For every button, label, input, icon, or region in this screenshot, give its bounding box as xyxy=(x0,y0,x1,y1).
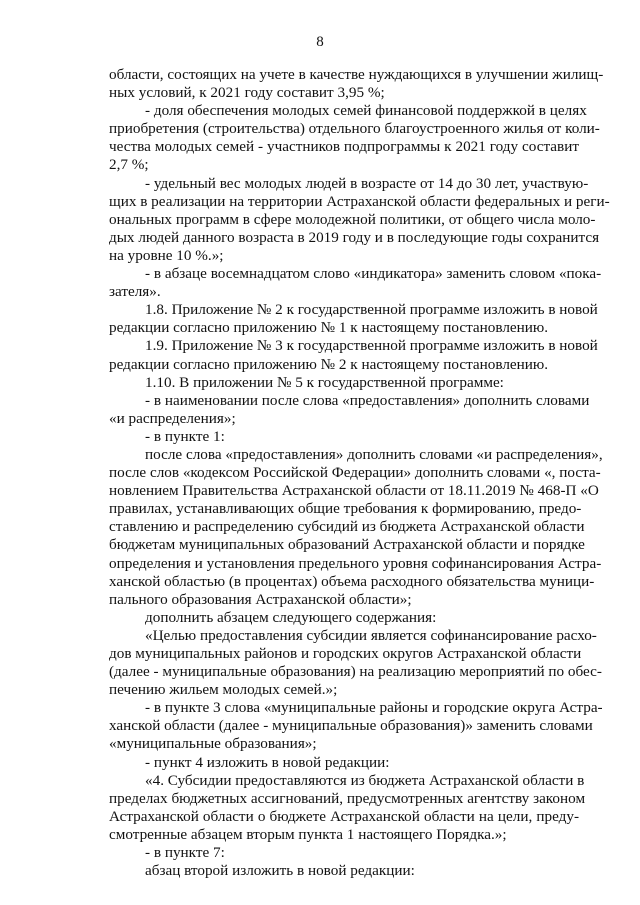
text-line: «4. Субсидии предоставляются из бюджета Астраханской области в xyxy=(145,771,585,789)
text-line: - пункт 4 изложить в новой редакции: xyxy=(145,753,390,771)
text-line: «Целью предоставления субсидии является софинансирование расхо- xyxy=(145,626,597,644)
text-line: 1.9. Приложение № 3 к государственной программе изложить в новой xyxy=(145,337,598,355)
document-body xyxy=(109,66,610,880)
text-line: ональных программ в сфере молодежной политики, от общего числа моло- xyxy=(109,210,596,228)
text-line: редакции согласно приложению № 2 к настоящему постановлению. xyxy=(109,355,549,373)
page-number: 8 xyxy=(316,34,324,50)
text-line: пределах бюджетных ассигнований, предусмотренных агентству законом xyxy=(109,789,586,807)
text-line: «муниципальные образования»; xyxy=(109,735,317,753)
text-line: пального образования Астраханской области»; xyxy=(109,590,412,608)
text-line: редакции согласно приложению № 1 к настоящему постановлению. xyxy=(109,319,549,337)
text-line: 1.10. В приложении № 5 к государственной программе: xyxy=(145,373,504,391)
text-line: (далее - муниципальные образования) на реализацию мероприятий по обес- xyxy=(109,663,602,681)
text-line: дополнить абзацем следующего содержания: xyxy=(145,608,437,626)
text-line: ханской областью (в процентах) объема расходного обязательства муници- xyxy=(109,572,595,590)
text-line: определения и установления предельного уровня софинансирования Астра- xyxy=(109,554,602,572)
text-line: новлением Правительства Астраханской области от 18.11.2019 № 468-П «О xyxy=(109,482,599,500)
text-line: приобретения (строительства) отдельного благоустроенного жилья от коли- xyxy=(109,120,600,138)
text-line: чества молодых семей - участников подпрограммы к 2021 году составит xyxy=(109,138,579,156)
text-line: щих в реализации на территории Астраханской области федеральных и реги- xyxy=(109,192,610,210)
text-line: печению жильем молодых семей.»; xyxy=(109,681,338,699)
text-line: ных условий, к 2021 году составит 3,95 %; xyxy=(109,84,385,102)
text-line: - в пункте 1: xyxy=(145,427,225,445)
text-line: после слова «предоставления» дополнить словами «и распределения», xyxy=(145,445,603,463)
text-line: правилах, устанавливающих общие требования к формированию, предо- xyxy=(109,500,582,518)
text-line: после слов «кодексом Российской Федерации» дополнить словами «, поста- xyxy=(109,464,601,482)
text-line: бюджетам муниципальных образований Астраханской области и порядке xyxy=(109,536,585,554)
text-line: 2,7 %; xyxy=(109,156,149,174)
text-line: - в пункте 3 слова «муниципальные районы и городские округа Астра- xyxy=(145,699,603,717)
text-line: на уровне 10 %.»; xyxy=(109,246,224,264)
text-line: - в наименовании после слова «предоставления» дополнить словами xyxy=(145,391,590,409)
text-line: - удельный вес молодых людей в возрасте от 14 до 30 лет, участвую- xyxy=(145,174,589,192)
text-line: - в абзаце восемнадцатом слово «индикатора» заменить словом «пока- xyxy=(145,265,602,283)
text-line: абзац второй изложить в новой редакции: xyxy=(145,862,415,880)
text-line: зателя». xyxy=(109,283,161,301)
text-line: ханской области (далее - муниципальные образования)» заменить словами xyxy=(109,717,593,735)
text-line: Астраханской области о бюджете Астраханской области на цели, преду- xyxy=(109,807,579,825)
text-line: дов муниципальных районов и городских округов Астраханской области xyxy=(109,645,582,662)
text-line: - в пункте 7: xyxy=(145,844,225,862)
text-line: «и распределения»; xyxy=(109,409,236,427)
text-line: смотренные абзацем вторым пункта 1 настоящего Порядка.»; xyxy=(109,825,507,843)
text-line: ставлению и распределению субсидий из бюджета Астраханской области xyxy=(109,518,585,536)
text-line: 1.8. Приложение № 2 к государственной программе изложить в новой xyxy=(145,301,598,319)
text-line: - доля обеспечения молодых семей финансовой поддержкой в целях xyxy=(145,102,587,120)
text-line: области, состоящих на учете в качестве нуждающихся в улучшении жилищ- xyxy=(109,66,604,83)
text-line: дых людей данного возраста в 2019 году и в последующие годы сохранится xyxy=(109,228,600,246)
